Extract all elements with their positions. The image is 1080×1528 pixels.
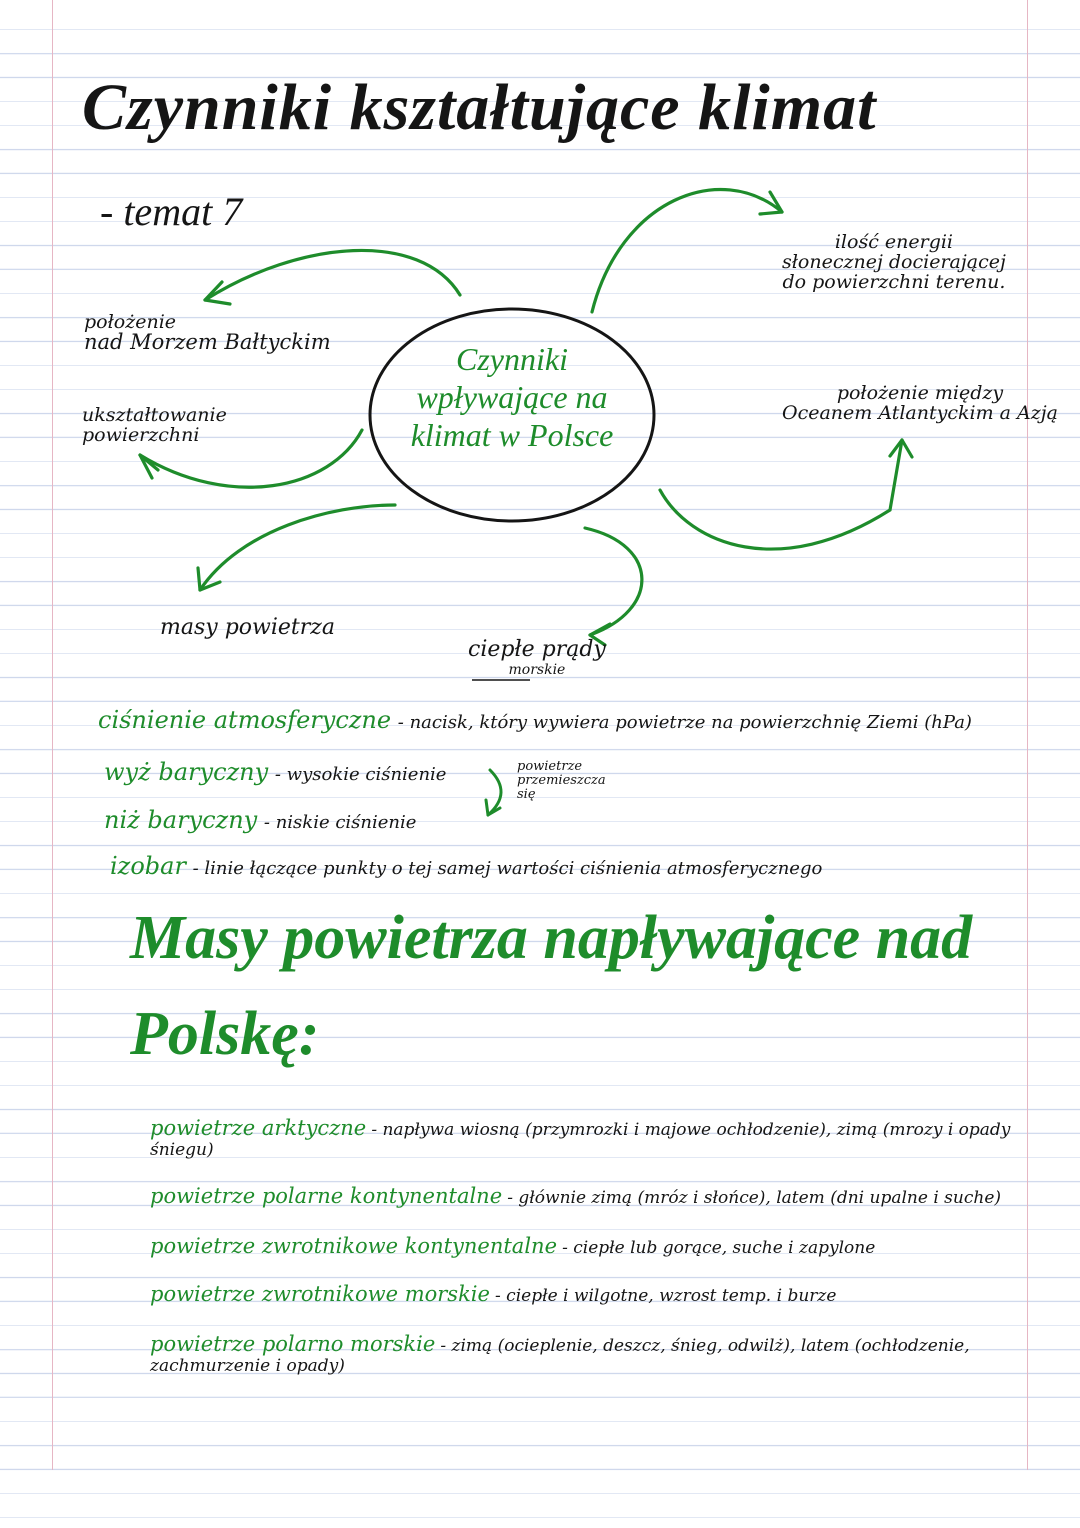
node-currents — [468, 637, 606, 680]
node-airmasses — [160, 615, 335, 640]
arrow-to-airmasses — [200, 505, 395, 590]
node-surface — [82, 405, 227, 445]
air-mass-term: powietrze polarno morskie — [150, 1332, 436, 1356]
center-line-2: wpływające na — [416, 379, 608, 415]
node-energy-line-3: do powierzchni terenu. — [782, 271, 1006, 293]
node-location-line-2: Oceanem Atlantyckim a Azją — [782, 402, 1058, 424]
arrow-to-energy — [592, 189, 782, 312]
page-title: Czynniki kształtujące klimat — [82, 71, 877, 144]
definition-pressure — [98, 706, 972, 734]
air-mass-item — [150, 1184, 1020, 1208]
air-mass-item — [150, 1332, 1030, 1376]
center-label — [392, 340, 632, 454]
side-note-line-2: przemieszcza — [517, 773, 606, 788]
definition-low — [104, 806, 416, 834]
air-mass-term: powietrze zwrotnikowe kontynentalne — [150, 1234, 557, 1258]
air-mass-term: powietrze polarne kontynentalne — [150, 1184, 503, 1208]
definition-term: niż baryczny — [104, 806, 258, 834]
node-location-line-1: położenie między — [836, 382, 1004, 404]
arrow-to-currents — [585, 528, 642, 635]
side-note — [517, 760, 606, 802]
arrow-to-location — [660, 440, 902, 549]
definition-desc: - niskie ciśnienie — [263, 812, 417, 833]
side-note-line-1: powietrze — [517, 759, 583, 774]
definition-high — [104, 758, 446, 786]
definition-desc: - wysokie ciśnienie — [274, 764, 447, 785]
definition-isobar — [110, 852, 822, 880]
definition-term: izobar — [110, 852, 186, 880]
air-mass-desc: - głównie zimą (mróz i słońce), latem (dni upalne i suche) — [507, 1188, 1002, 1208]
arrow-to-baltic — [205, 250, 460, 300]
definition-term: wyż baryczny — [104, 758, 269, 786]
air-mass-item — [150, 1116, 1020, 1160]
definition-desc: - linie łączące punkty o tej samej wartości ciśnienia atmosferycznego — [192, 858, 823, 879]
node-location — [782, 383, 1058, 423]
air-mass-item — [150, 1234, 1020, 1258]
air-mass-desc: - napływa wiosną (przymrozki i majowe ochłodzenie), zimą (mrozy i opady śniegu) — [150, 1120, 1011, 1160]
air-mass-desc: - zimą (ocieplenie, deszcz, śnieg, odwilż), latem (ochłodzenie, zachmurzenie i opady) — [150, 1336, 970, 1376]
node-energy-line-1: ilość energii — [834, 231, 954, 253]
section-heading: Masy powietrza napływające nad Polskę: — [130, 904, 973, 1068]
definition-desc: - nacisk, który wywiera powietrze na powierzchnię Ziemi (hPa) — [397, 712, 972, 733]
node-surface-line-1: ukształtowanie — [82, 404, 227, 426]
air-mass-item — [150, 1282, 1020, 1306]
node-surface-line-2: powierzchni — [82, 424, 200, 446]
node-energy — [782, 232, 1006, 292]
node-baltic-line-1: położenie — [84, 311, 177, 333]
node-baltic-line-2: nad Morzem Bałtyckim — [84, 330, 331, 354]
center-line-3: klimat w Polsce — [410, 417, 614, 453]
node-currents-line-2: morskie — [508, 662, 566, 678]
center-line-1: Czynniki — [456, 341, 568, 377]
node-airmasses-line-1: masy powietrza — [160, 615, 335, 640]
side-note-line-3: się — [517, 787, 536, 802]
node-energy-line-2: słonecznej docierającej — [782, 251, 1006, 273]
node-currents-line-1: ciepłe prądy — [468, 637, 606, 662]
definition-term: ciśnienie atmosferyczne — [98, 706, 392, 734]
air-mass-term: powietrze arktyczne — [150, 1116, 367, 1140]
node-baltic — [84, 312, 331, 352]
air-mass-term: powietrze zwrotnikowe morskie — [150, 1282, 490, 1306]
air-mass-desc: - ciepłe i wilgotne, wzrost temp. i burze — [495, 1286, 837, 1306]
page-subtitle: - temat 7 — [100, 189, 243, 234]
air-mass-desc: - ciepłe lub gorące, suche i zapylone — [562, 1238, 876, 1258]
